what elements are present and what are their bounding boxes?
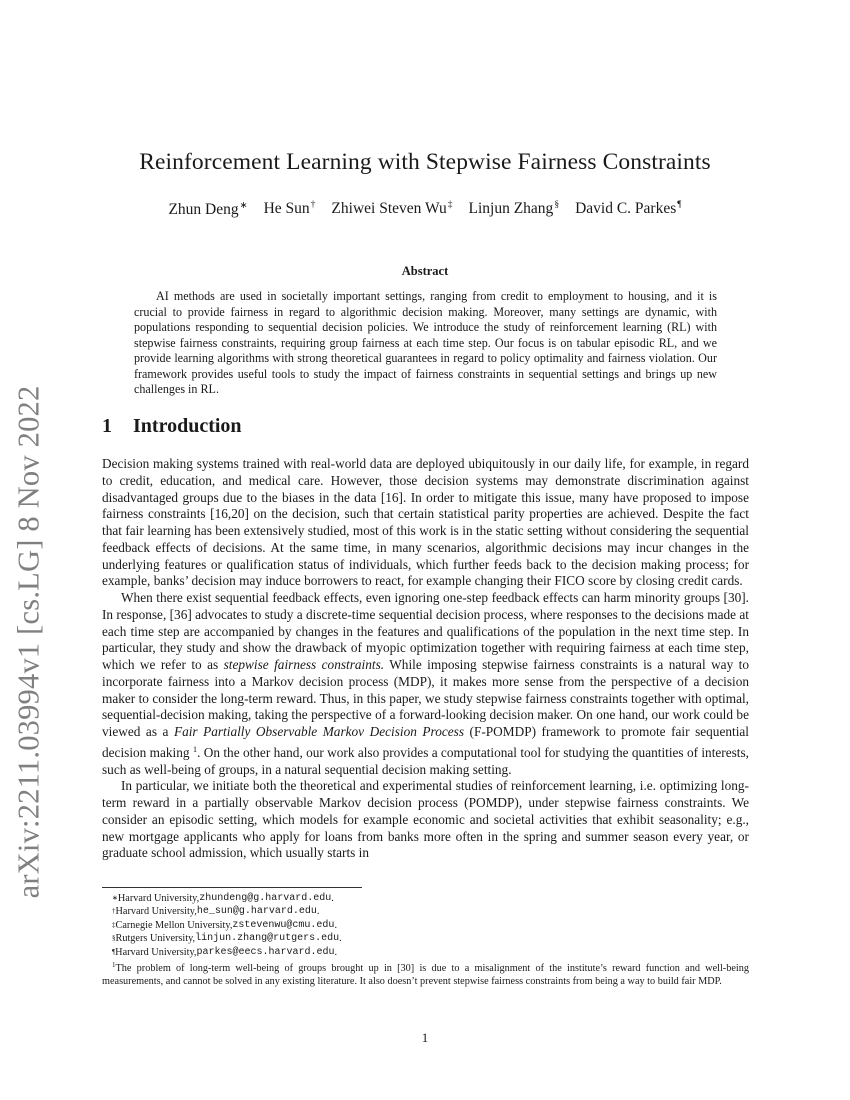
abstract-text: AI methods are used in societally important settings, ranging from credit to employment to housing, and it is crucial to provide fairness in regard to algorithmic decision making. Moreover, many settings are dynamic, with populations responding to sequential decision policies. We introduce the study of reinforcement learning (RL) with stepwise fairness constraints, requiring group fairness at each time step. Our focus is on tabular episodic RL, and we provide learning algorithms with strong theoretical guarantees in regard to policy optimality and fairness violation. Our framework provides useful tools to study the impact of fairness constraints in sequential settings and brings up new challenges in RL. (134, 289, 717, 397)
page-number: 1 (421, 1030, 429, 1045)
footnote-rule (102, 887, 362, 888)
paragraph: Decision making systems trained with real-world data are deployed ubiquitously in our daily life, for example, in regard to credit, education, and medical care. However, those decision systems may demonstrate discrimination against disadvantaged groups due to the biases in the data [16]. In order to mitigate this issue, many have proposed to impose fairness constraints [16,20] on the decision, such that certain statistical parity properties are achieved. Despite the fact that fair learning has been extensively studied, most of this work is in the static setting without considering the sequential feedback effects of decisions. At the same time, in many scenarios, algorithmic decisions may incur changes in the underlying features or qualification status of individuals, which further feeds back to the decision making process; for example, banks’ decision may induce borrowers to react, for example changing their FICO score by closing credit cards. (102, 456, 749, 589)
arxiv-identifier: arXiv:2211.03994v1 [cs.LG] 8 Nov 2022 (11, 385, 46, 899)
author: Linjun Zhang§ (468, 200, 560, 217)
email-link[interactable]: he_sun@g.harvard.edu (196, 906, 317, 918)
author: David C. Parkes¶ (575, 200, 682, 217)
author: Zhiwei Steven Wu‡ (331, 200, 453, 217)
paragraph: In particular, we initiate both the theoretical and experimental studies of reinforcement learning, i.e. optimizing long-term reward in a partially observable Markov decision process (POMDP), under stepwise fairness constraints. We consider an episodic setting, which models for example economic and societal activities that exhibit seasonality; e.g., new mortgage applicants who apply for loans from banks more often in the spring and summer season every year, or graduate school admission, which usually starts in (102, 778, 749, 861)
email-link[interactable]: zstevenwu@cmu.edu (232, 919, 335, 931)
footnote-marker[interactable]: 1 (192, 743, 198, 754)
author-list (0, 200, 850, 219)
email-link[interactable]: parkes@eecs.harvard.edu (196, 946, 335, 958)
abstract-heading: Abstract (401, 264, 449, 278)
footnote: ¶ Harvard University, parkes@eecs.harvard.edu . (112, 946, 338, 958)
email-link[interactable]: zhundeng@g.harvard.edu (199, 893, 332, 904)
footnotes (102, 892, 749, 989)
body-text (102, 456, 749, 862)
footnote: ‡ Carnegie Mellon University, zstevenwu@cmu.edu . (112, 919, 337, 931)
paper-title: Reinforcement Learning with Stepwise Fairness Constraints (139, 149, 711, 175)
email-link[interactable]: linjun.zhang@rutgers.edu (195, 933, 340, 945)
author: He Sun† (263, 200, 316, 217)
footnote: ∗ Harvard University, zhundeng@g.harvard.edu . (112, 893, 334, 904)
footnote: § Rutgers University, linjun.zhang@rutgers.edu . (112, 933, 342, 945)
section-title: Introduction (133, 415, 242, 437)
paragraph: When there exist sequential feedback effects, even ignoring one-step feedback effects can harm minority groups [30]. In response, [36] advocates to study a discrete-time sequential decision process, where responses to the decisions made at each time step are accompanied by changes in the features and qualifications of the population in the next time step. In particular, they study and show the drawback of myopic optimization together with requiring fairness at each time step, which we refer to as stepwise fairness constraints. While imposing stepwise fairness constraints is a natural way to incorporate fairness into a Markov decision process (MDP), it makes more sense from the perspective of a decision maker to consider the long-term reward. Thus, in this paper, we study stepwise fairness constraints together with optimal, sequential-decision making, taking the perspective of a forward-looking decision maker. On one hand, our work could be viewed as a Fair Partially Observable Markov Decision Process (F-POMDP) framework to promote fair sequential decision making $^1$. On the other hand, our work also provides a computational tool for studying the quantities of interests, such as well-being of groups, in a natural sequential decision making setting. (102, 590, 749, 777)
footnote: † Harvard University, he_sun@g.harvard.edu . (112, 906, 320, 918)
section-heading (102, 415, 242, 438)
author: Zhun Deng∗ (168, 201, 248, 218)
footnote: $^1$The problem of long-term well-being of groups brought up in [30] is due to a misalignment of the institute’s reward function and well-being measurements, and cannot be solved in any existing literature. It also doesn’t prevent stepwise fairness constraints from being a way to build fair MDP. (102, 961, 749, 988)
section-number: 1 (102, 415, 112, 437)
